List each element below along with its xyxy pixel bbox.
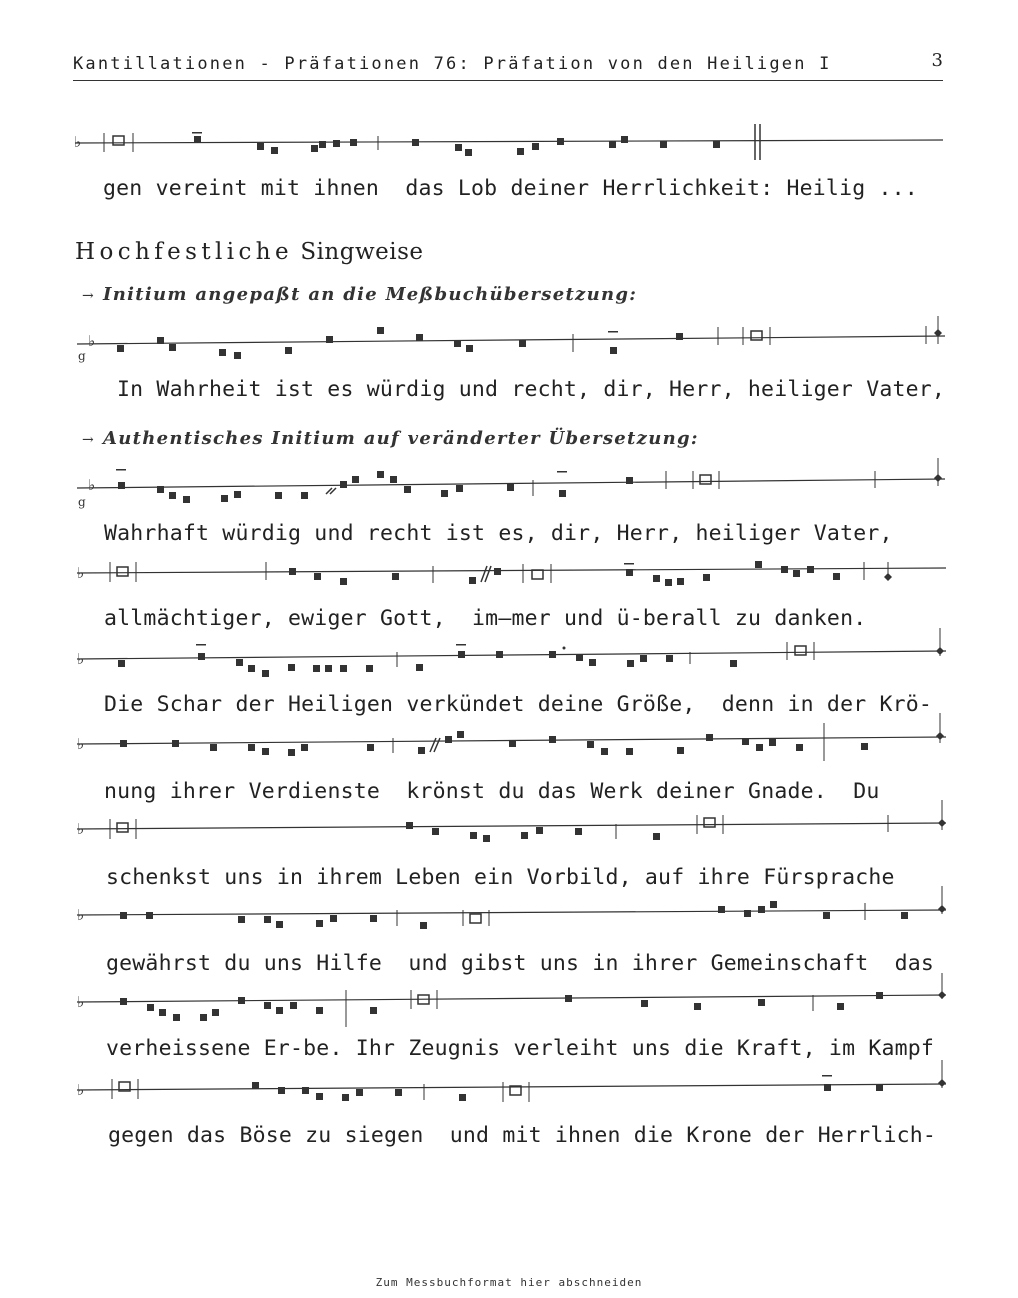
- chant-notation-7: [0, 812, 1018, 852]
- lyric-line-5: Die Schar der Heiligen verkündet deine Größe, denn in der Krö-: [104, 692, 933, 717]
- svg-text:g: g: [78, 349, 86, 363]
- svg-text:g: g: [78, 495, 86, 509]
- rubric-1: [82, 284, 637, 305]
- chant-staff-2: [0, 322, 1018, 362]
- arrow-icon: →: [82, 288, 96, 304]
- lyric-line-7: schenkst uns in ihrem Leben ein Vorbild, auf ihre Fürsprache: [106, 865, 895, 890]
- svg-text:♭: ♭: [77, 820, 85, 838]
- chant-staff-5: [0, 640, 1018, 680]
- svg-text:♭: ♭: [77, 650, 85, 668]
- chant-staff-9: [0, 985, 1018, 1025]
- lyric-line-2: In Wahrheit ist es würdig und recht, dir, Herr, heiliger Vater,: [117, 377, 946, 402]
- chant-notation-1: [0, 128, 1018, 168]
- chant-notation-6: [0, 725, 1018, 765]
- rubric-1-text: Initium angepaßt an die Meßbuchübersetzung:: [103, 284, 638, 305]
- chant-notation-4: [0, 556, 1018, 596]
- svg-text:♭: ♭: [77, 564, 85, 582]
- svg-text:♭: ♭: [77, 993, 85, 1011]
- lyric-line-1: gen vereint mit ihnen das Lob deiner Herrlichkeit: Heilig ...: [103, 176, 918, 201]
- lyric-line-8: gewährst du uns Hilfe und gibst uns in ihrer Gemeinschaft das: [106, 951, 935, 976]
- chant-staff-1: [0, 128, 1018, 168]
- lyric-line-6: nung ihrer Verdienste krönst du das Werk deiner Gnade. Du: [104, 779, 880, 804]
- chant-staff-6: [0, 725, 1018, 765]
- chant-staff-10: [0, 1072, 1018, 1112]
- svg-text:♭: ♭: [77, 735, 85, 753]
- lyric-line-10: gegen das Böse zu siegen und mit ihnen die Krone der Herrlich-: [108, 1123, 937, 1148]
- section-heading-word-1: Hochfestliche: [75, 239, 293, 265]
- arrow-icon: →: [82, 432, 96, 448]
- chant-notation-2: [0, 322, 1018, 362]
- svg-text:♭: ♭: [77, 906, 85, 924]
- chant-notation-9: [0, 985, 1018, 1025]
- header-title: Kantillationen - Präfationen 76: Präfation von den Heiligen I: [73, 54, 832, 74]
- svg-text:♭: ♭: [77, 1081, 85, 1099]
- page-header: [73, 50, 943, 81]
- lyric-line-4: allmächtiger, ewiger Gott, im—mer und ü-berall zu danken.: [104, 606, 867, 631]
- lyric-line-9: verheissene Er-be. Ihr Zeugnis verleiht uns die Kraft, im Kampf: [106, 1036, 935, 1061]
- svg-text:♭: ♭: [88, 476, 96, 494]
- chant-notation-5: [0, 640, 1018, 680]
- chant-staff-4: [0, 556, 1018, 596]
- chant-notation-10: [0, 1072, 1018, 1112]
- page-number: 3: [931, 50, 943, 71]
- chant-staff-7: [0, 812, 1018, 852]
- rubric-2: [82, 428, 699, 449]
- chant-staff-8: [0, 898, 1018, 938]
- svg-text:♭: ♭: [88, 332, 96, 350]
- cut-line-note: Zum Messbuchformat hier abschneiden: [375, 1276, 643, 1289]
- section-heading: [75, 239, 424, 265]
- section-heading-word-2: Singweise: [300, 239, 424, 265]
- chant-staff-3: [0, 466, 1018, 509]
- chant-notation-3: [0, 466, 1018, 509]
- lyric-line-3: Wahrhaft würdig und recht ist es, dir, Herr, heiliger Vater,: [104, 521, 893, 546]
- rubric-2-text: Authentisches Initium auf veränderter Übersetzung:: [103, 428, 699, 449]
- svg-text:♭: ♭: [74, 133, 82, 151]
- chant-notation-8: [0, 898, 1018, 938]
